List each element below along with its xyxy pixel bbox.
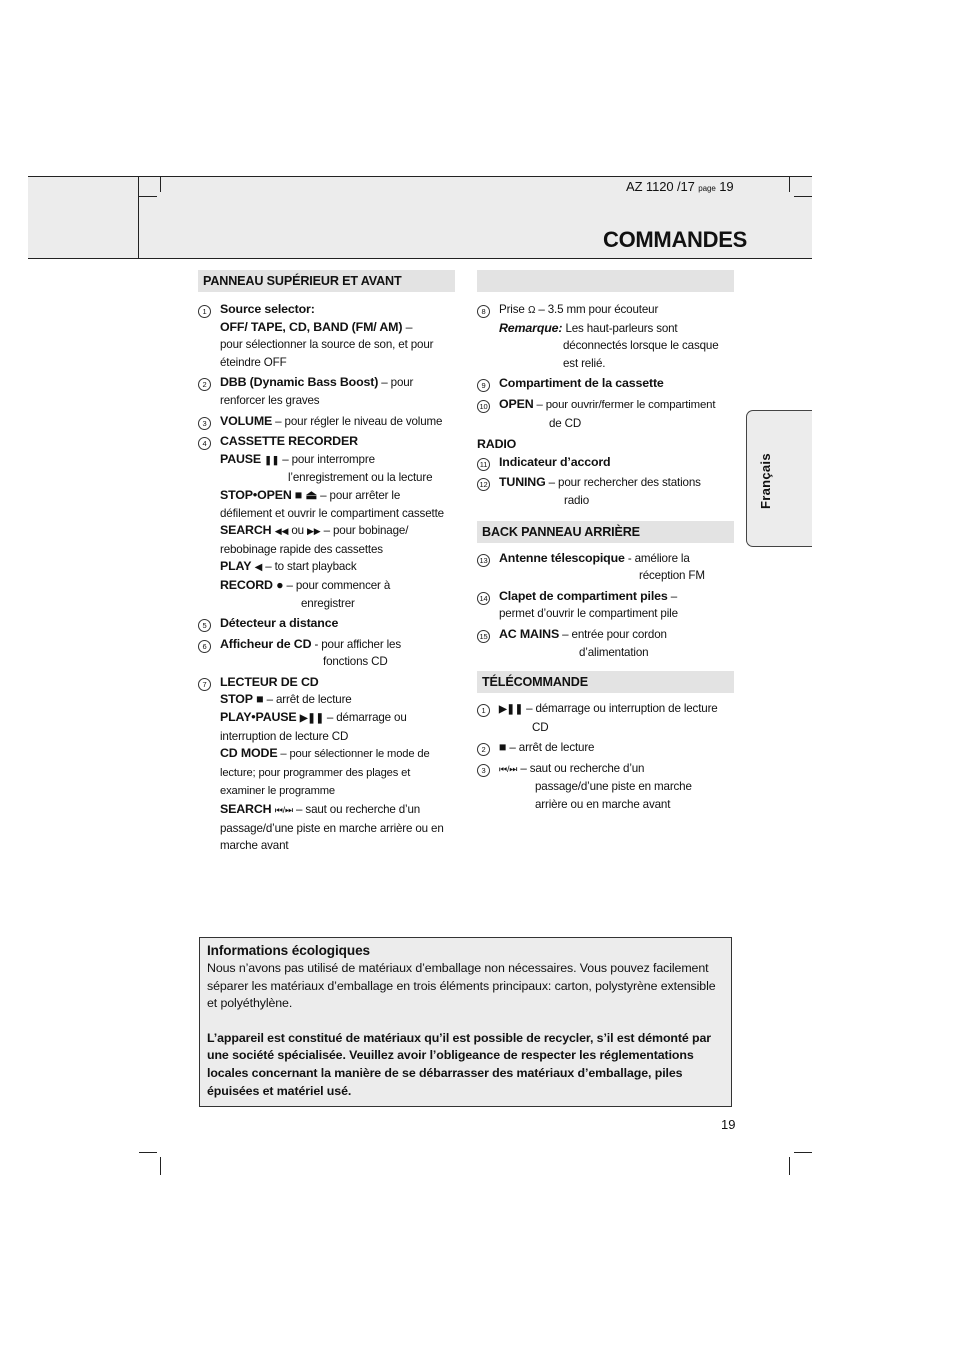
item-number: 2 <box>198 378 211 391</box>
item-title: OPEN <box>499 396 534 411</box>
item-text: réception FM <box>639 569 705 583</box>
list-item <box>477 700 734 736</box>
cd-mode-label: CD MODE <box>220 746 278 761</box>
item-text: de CD <box>549 416 582 430</box>
item-text: – <box>667 589 677 603</box>
list-item <box>477 588 734 623</box>
crop-mark <box>794 1152 812 1153</box>
crop-mark <box>160 176 161 192</box>
cd-stop-label: STOP <box>220 692 253 707</box>
section-heading: PANNEAU SUPÉRIEUR ET AVANT <box>198 270 455 292</box>
item-title: TUNING <box>499 475 546 490</box>
play-pause-icon: ▶❚❚ <box>299 713 324 725</box>
crop-mark <box>794 196 812 197</box>
item-number: 12 <box>477 478 490 491</box>
item-title: Source selector: <box>220 302 315 316</box>
item-text: – pour interrompre <box>279 452 375 466</box>
record-label: RECORD <box>220 577 273 592</box>
section-heading: TÉLÉCOMMANDE <box>477 671 734 693</box>
model-number: AZ 1120 /17 <box>626 179 695 194</box>
list-item <box>477 396 734 432</box>
list-item <box>477 474 734 509</box>
item-number: 1 <box>198 305 211 318</box>
item-text: Les haut-parleurs sont <box>562 321 678 335</box>
item-number: 15 <box>477 630 490 643</box>
item-text: - pour afficher les <box>311 637 401 651</box>
headphones-icon: Ω <box>527 305 536 316</box>
item-number: 5 <box>198 619 211 632</box>
stop-eject-icon: ■ ⏏ <box>294 487 318 502</box>
item-text: déconnectés lorsque le casque <box>563 339 719 353</box>
eco-paragraph: Nous n’avons pas utilisé de matériaux d’emballage non nécessaires. Vous pouvez facilement séparer les matériaux d’emballage en trois éléments principaux: carton, polystyrène extensible et polyéthylène. <box>207 961 716 1011</box>
item-text: – entrée pour cordon <box>559 627 667 641</box>
page-reference <box>626 179 733 194</box>
item-subtitle: OFF/ TAPE, CD, BAND (FM/ AM) <box>220 319 403 334</box>
list-item <box>477 375 734 393</box>
item-text: permet d’ouvrir le compartiment pile <box>499 607 678 621</box>
list-item <box>198 615 455 633</box>
eco-info-box <box>199 937 732 1107</box>
item-text: – pour sélectionner le mode de lecture; pour programmer des plages et examiner le programme <box>220 748 430 798</box>
section-heading: BACK PANNEAU ARRIÈRE <box>477 521 734 543</box>
item-title: CASSETTE RECORDER <box>220 434 358 449</box>
list-item <box>477 301 734 372</box>
page-word: page <box>698 184 716 193</box>
list-item <box>198 674 455 855</box>
item-text: – arrêt de lecture <box>263 693 352 707</box>
item-dash: – <box>402 319 413 334</box>
item-title: Détecteur a distance <box>220 616 339 631</box>
item-text: – pour ouvrir/fermer le compartiment <box>533 398 716 411</box>
item-text: – pour commencer à <box>283 578 391 592</box>
list-item <box>198 413 455 431</box>
item-text: pour sélectionner la source de son, et pour éteindre OFF <box>220 338 434 369</box>
item-title: VOLUME <box>220 413 273 428</box>
section-heading-blank <box>477 270 734 292</box>
item-text: – démarrage ou interruption de lecture <box>523 702 718 716</box>
stop-open-label: STOP•OPEN <box>220 487 292 502</box>
item-number: 6 <box>198 640 211 653</box>
crop-mark <box>789 176 790 192</box>
item-number: 8 <box>477 305 490 318</box>
item-text: – saut ou recherche d’un passage/d’une piste en marche arrière ou en marche avant <box>220 803 444 853</box>
item-number: 13 <box>477 554 490 567</box>
item-number: 10 <box>477 400 490 413</box>
item-number: 3 <box>198 417 211 430</box>
item-title: Afficheur de CD <box>220 636 312 651</box>
footer-page-number: 19 <box>721 1117 736 1132</box>
list-item <box>198 374 455 409</box>
crop-mark <box>139 196 157 197</box>
item-title: Clapet de compartiment piles <box>499 588 668 603</box>
list-item <box>477 739 734 757</box>
item-number: 14 <box>477 592 490 605</box>
item-text: – to start playback <box>262 560 357 574</box>
radio-subheading: RADIO <box>477 437 517 452</box>
right-column <box>477 270 734 814</box>
list-item <box>477 626 734 661</box>
item-text: passage/d’une piste en marche <box>535 780 692 794</box>
item-text: Prise <box>499 303 525 316</box>
record-icon: ● <box>276 577 284 592</box>
crop-mark <box>139 1152 157 1153</box>
item-text: CD <box>532 720 549 734</box>
crop-mark <box>160 1157 161 1175</box>
play-pause-label: PLAY•PAUSE <box>220 710 297 725</box>
item-text: – arrêt de lecture <box>506 741 595 755</box>
language-tab <box>746 410 812 547</box>
item-number: 7 <box>198 678 211 691</box>
list-item <box>477 454 734 472</box>
item-title: Indicateur d’accord <box>499 454 611 469</box>
play-pause-icon: ▶❚❚ <box>499 704 523 716</box>
skip-icon: ⏮/⏭ <box>274 805 293 816</box>
item-text: – pour régler le niveau de volume <box>272 414 443 428</box>
eco-paragraph-bold: L’appareil est constitué de matériaux qu’il est possible de recycler, s’il est démonté par une société spécialisée. Veuillez avoir l’obligeance de respecter les réglementations locales concernant la manière de se débarrasser des matériaux d’emballage, piles épuisées et matériel usé. <box>207 1030 712 1098</box>
item-number: 3 <box>477 764 490 777</box>
item-title: AC MAINS <box>499 626 560 641</box>
crop-mark <box>789 1157 790 1175</box>
list-item <box>198 301 455 371</box>
item-title: DBB (Dynamic Bass Boost) <box>220 375 379 390</box>
play-label: PLAY <box>220 559 252 574</box>
list-item <box>198 433 455 612</box>
item-number: 9 <box>477 379 490 392</box>
pause-icon: ❚❚ <box>264 454 280 465</box>
item-text: – saut ou recherche d’un <box>517 761 645 775</box>
list-item <box>477 760 734 814</box>
fast-forward-icon: ▶▶ <box>307 526 321 537</box>
header-page-number: 19 <box>719 179 734 194</box>
play-reverse-icon: ◀ <box>254 562 263 574</box>
item-text: est relié. <box>563 356 606 370</box>
item-text: ou <box>288 524 308 538</box>
item-text: l’enregistrement ou la lecture <box>288 471 433 485</box>
skip-icon: ⏮/⏭ <box>499 763 518 774</box>
item-number: 2 <box>477 743 490 756</box>
rewind-icon: ◀◀ <box>274 526 289 537</box>
item-text: fonctions CD <box>323 655 388 669</box>
list-item <box>477 550 734 585</box>
item-number: 1 <box>477 704 490 717</box>
remark-label: Remarque: <box>499 320 563 335</box>
stop-icon: ■ <box>256 692 264 707</box>
item-text: – pour rechercher des stations <box>545 476 701 490</box>
item-title: Compartiment de la cassette <box>499 376 664 391</box>
item-number: 4 <box>198 437 211 450</box>
stop-icon: ■ <box>499 740 507 755</box>
item-text: radio <box>564 493 590 507</box>
item-text: – pour renforcer les graves <box>220 376 414 407</box>
search-label: SEARCH <box>220 523 272 538</box>
item-text: - améliore la <box>624 551 690 565</box>
eco-title: Informations écologiques <box>207 943 371 958</box>
item-text: d’alimentation <box>579 645 649 659</box>
pause-label: PAUSE <box>220 451 262 466</box>
item-title: LECTEUR DE CD <box>220 674 319 689</box>
header-divider <box>138 177 139 259</box>
item-text: enregistrer <box>301 596 355 610</box>
language-label: Français <box>758 453 773 509</box>
item-text: – pour bobinage/ rebobinage rapide des cassettes <box>220 524 409 556</box>
list-item <box>198 636 455 671</box>
item-text: – démarrage ou interruption de lecture CD <box>220 711 407 743</box>
item-text: arrière ou en marche avant <box>535 798 671 812</box>
cd-search-label: SEARCH <box>220 802 272 817</box>
item-text: – pour arrêter le défilement et ouvrir le compartiment cassette <box>220 488 444 520</box>
left-column <box>198 270 455 855</box>
item-text: – 3.5 mm pour écouteur <box>535 303 659 316</box>
item-number: 11 <box>477 458 490 471</box>
page-title: COMMANDES <box>603 227 747 252</box>
item-title: Antenne télescopique <box>499 550 625 565</box>
